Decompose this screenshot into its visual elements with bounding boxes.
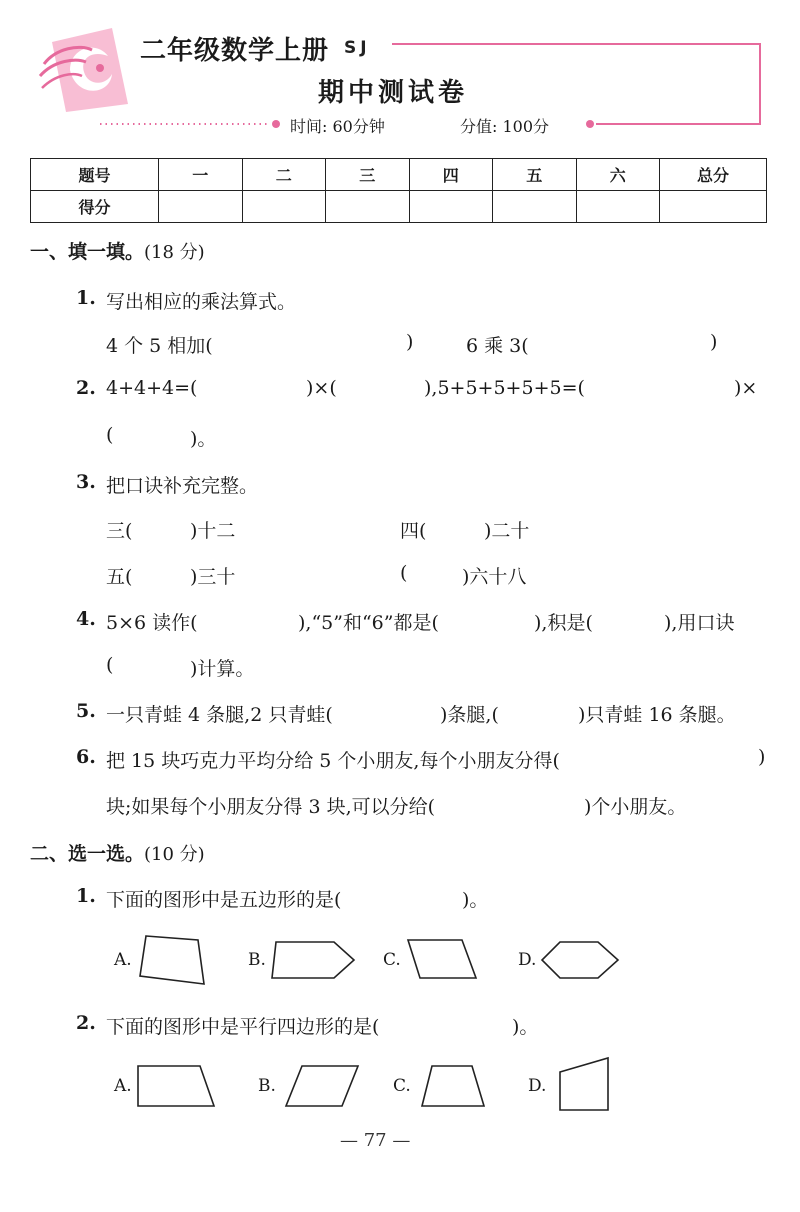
question-text: ) [406,331,414,353]
table-cell: 六 [576,159,660,191]
table-cell: 总分 [660,159,767,191]
question-text: )×( [306,377,337,399]
question-text: ),用口诀 [664,612,735,634]
question-text: )。 [512,1016,539,1038]
question-number: 6. [76,746,96,768]
trapezoid-shape[interactable] [138,1066,214,1106]
question-text: )计算。 [190,658,255,680]
question-text: )十二 [190,520,236,542]
question-text: 四( [400,520,427,542]
score-input-cell[interactable] [576,191,660,223]
question-text: )二十 [484,520,530,542]
option-c-label[interactable]: C. [383,950,401,970]
score-input-cell[interactable] [159,191,243,223]
score-label: 分值: 100分 [460,117,550,136]
score-input-cell[interactable] [326,191,410,223]
table-cell: 得分 [31,191,159,223]
exam-title: 期中测试卷 [318,78,469,108]
question-text: )。 [462,889,489,911]
question-text: 把口诀补充完整。 [106,475,259,497]
option-b-label[interactable]: B. [258,1076,276,1096]
question-number: 5. [76,700,96,722]
question-text: 6 乘 3( [466,335,529,357]
edition-badge: SJ [344,38,371,58]
question-text: 5×6 读作( [106,612,198,634]
table-cell: 一 [159,159,243,191]
question-text: 一只青蛙 4 条腿,2 只青蛙( [106,704,333,726]
question-text: 下面的图形中是平行四边形的是( [106,1016,380,1038]
question-text: 五( [106,566,133,588]
question-text: )个小朋友。 [584,796,687,818]
quadrilateral-shape[interactable] [140,936,204,984]
question-text: )六十八 [462,566,527,588]
table-cell: 五 [493,159,577,191]
question-text: 三( [106,520,133,542]
question-number: 2. [76,377,96,399]
table-cell: 四 [409,159,493,191]
question-text: 下面的图形中是五边形的是( [106,889,342,911]
section-points: (18 分) [144,242,205,263]
score-table [30,158,767,223]
question-text: ),“5”和“6”都是( [298,612,439,634]
question-number: 1. [76,885,96,907]
hexagon-shape[interactable] [542,942,618,978]
time-label: 时间: 60分钟 [290,117,385,136]
pentagon-shape[interactable] [272,942,354,978]
q1-shapes [0,920,800,1000]
score-table-score-row [31,191,767,223]
question-text: ) [710,331,718,353]
score-table-header-row [31,159,767,191]
swirl-logo [40,28,128,112]
grade-title: 二年级数学上册 [140,36,330,66]
section-1-heading [30,237,205,264]
parallelogram-shape[interactable] [286,1066,358,1106]
question-text: ( [106,424,114,446]
question-text: )条腿,( [440,704,499,726]
right-trapezoid-shape[interactable] [560,1058,608,1110]
table-cell: 二 [242,159,326,191]
question-number: 2. [76,1012,96,1034]
option-a-label[interactable]: A. [114,950,132,970]
question-text: ),5+5+5+5+5=( [424,377,585,399]
question-number: 4. [76,608,96,630]
question-text: ) [758,746,766,768]
table-cell: 题号 [31,159,159,191]
parallelogram-shape[interactable] [408,940,476,978]
question-text: 块;如果每个小朋友分得 3 块,可以分给( [106,796,436,818]
question-number: 1. [76,287,96,309]
question-number: 3. [76,471,96,493]
page-number: — 77 — [340,1130,411,1151]
option-b-label[interactable]: B. [248,950,266,970]
q2-shapes [0,1050,800,1120]
section-points: (10 分) [144,844,205,865]
question-text: ( [106,654,114,676]
score-input-cell[interactable] [242,191,326,223]
question-text: )只青蛙 16 条腿。 [578,704,736,726]
isosceles-trapezoid-shape[interactable] [422,1066,484,1106]
question-text: 4 个 5 相加( [106,335,213,357]
question-text: ( [400,562,408,584]
header-decoration [0,0,800,140]
question-text: )× [734,377,758,399]
question-text: )三十 [190,566,236,588]
option-d-label[interactable]: D. [528,1076,547,1096]
question-text: )。 [190,428,217,450]
section-title: 二、选一选。 [30,843,145,865]
table-cell: 三 [326,159,410,191]
question-text: ),积是( [534,612,593,634]
question-text: 4+4+4=( [106,377,198,399]
option-c-label[interactable]: C. [393,1076,411,1096]
section-title: 一、填一填。 [30,241,145,263]
score-input-cell[interactable] [493,191,577,223]
score-input-cell[interactable] [660,191,767,223]
question-text: 把 15 块巧克力平均分给 5 个小朋友,每个小朋友分得( [106,750,560,772]
option-a-label[interactable]: A. [114,1076,132,1096]
section-2-heading [30,839,205,866]
option-d-label[interactable]: D. [518,950,537,970]
score-input-cell[interactable] [409,191,493,223]
question-text: 写出相应的乘法算式。 [106,291,297,313]
